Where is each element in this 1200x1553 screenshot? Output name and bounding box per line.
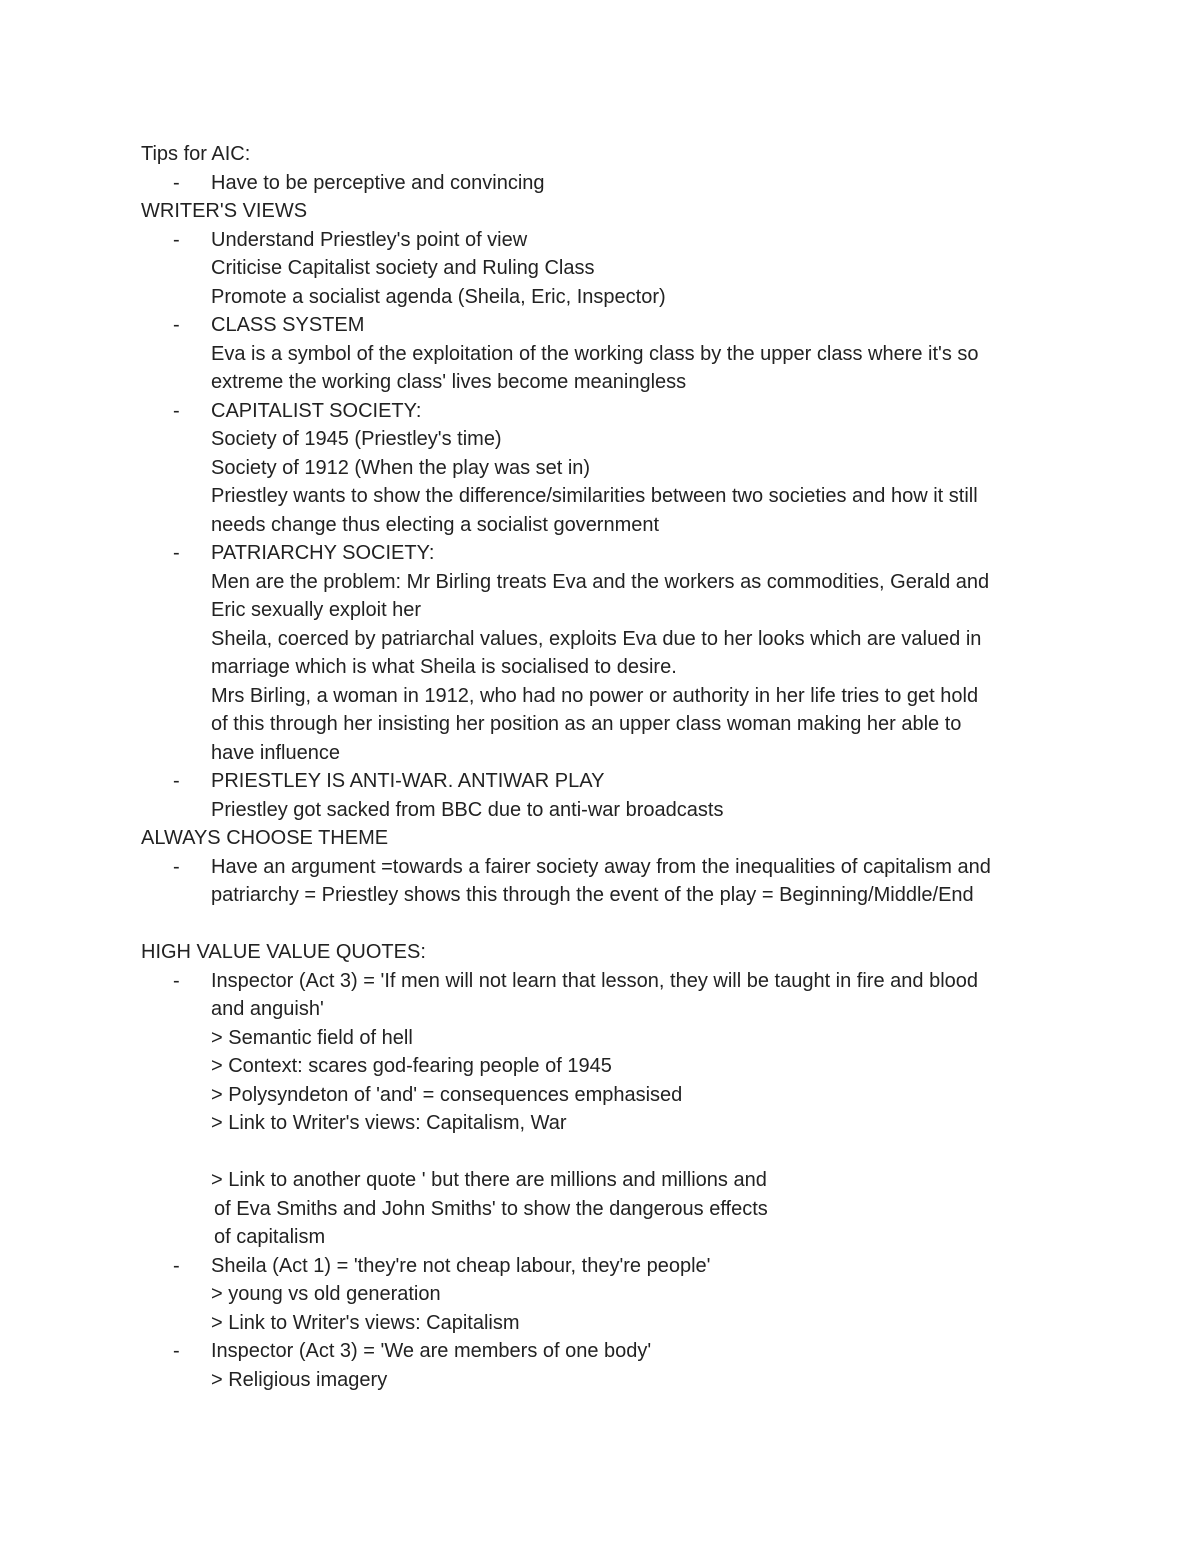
- tips-item-text: Have to be perceptive and convincing: [211, 171, 545, 194]
- wv4-item: [141, 539, 1071, 568]
- quote1-link-note: of capitalism: [214, 1226, 326, 1248]
- bullet-dash: -: [173, 399, 180, 422]
- quote1-text: Inspector (Act 3) = 'If men will not learn that lesson, they will be taught in fire and blood: [211, 969, 979, 992]
- wv5-title: PRIESTLEY IS ANTI-WAR. ANTIWAR PLAY: [211, 770, 605, 792]
- theme-heading: ALWAYS CHOOSE THEME: [141, 827, 389, 849]
- wv3-line: needs change thus electing a socialist government: [211, 513, 660, 536]
- bullet-dash: -: [173, 1254, 180, 1277]
- wv5-line: Priestley got sacked from BBC due to anti-war broadcasts: [211, 798, 724, 821]
- wv4-line: Mrs Birling, a woman in 1912, who had no power or authority in her life tries to get hold: [211, 684, 979, 707]
- quote1-item: [141, 967, 1071, 996]
- wv4-line: have influence: [211, 741, 340, 764]
- wv4-line: Sheila, coerced by patriarchal values, exploits Eva due to her looks which are valued in: [211, 627, 982, 650]
- quote1-line: and anguish': [211, 998, 324, 1020]
- quote1-link-note: of Eva Smiths and John Smiths' to show the dangerous effects: [214, 1197, 768, 1220]
- bullet-dash: -: [173, 969, 180, 992]
- quote2-item: [141, 1252, 1071, 1281]
- wv4-line: Eric sexually exploit her: [211, 599, 422, 621]
- quote2-text: Sheila (Act 1) = 'they're not cheap labour, they're people': [211, 1254, 711, 1277]
- blank-line: [141, 910, 1071, 939]
- wv3-line: Society of 1912 (When the play was set in): [211, 456, 591, 479]
- wv4-title: PATRIARCHY SOCIETY:: [211, 542, 435, 564]
- wv2-title: CLASS SYSTEM: [211, 314, 365, 336]
- bullet-dash: -: [173, 770, 180, 792]
- wv4-line: of this through her insisting her position as an upper class woman making her able to: [211, 713, 962, 735]
- blank-line: [141, 1138, 1071, 1167]
- quote1-note: > Semantic field of hell: [211, 1026, 413, 1049]
- bullet-dash: -: [173, 314, 180, 336]
- quote3-item: [141, 1337, 1071, 1366]
- wv1-title: Understand Priestley's point of view: [211, 228, 528, 251]
- bullet-dash: -: [173, 855, 180, 878]
- tips-item: [141, 169, 1071, 198]
- wv5-item: [141, 767, 1071, 796]
- theme-item-line: patriarchy = Priestley shows this through the event of the play = Beginning/Middle/End: [211, 884, 974, 906]
- tips-heading: Tips for AIC:: [141, 143, 251, 165]
- wv3-line: Society of 1945 (Priestley's time): [211, 428, 502, 450]
- wv1-line: Promote a socialist agenda (Sheila, Eric, Inspector): [211, 285, 666, 308]
- bullet-dash: -: [173, 228, 180, 251]
- quote3-note: > Religious imagery: [211, 1368, 388, 1391]
- theme-item-text: Have an argument =towards a fairer society away from the inequalities of capitalism and: [211, 855, 991, 878]
- wv2-item: [141, 311, 1071, 340]
- quote1-note: > Polysyndeton of 'and' = consequences emphasised: [211, 1083, 683, 1106]
- theme-item: [141, 853, 1071, 882]
- quote3-text: Inspector (Act 3) = 'We are members of one body': [211, 1340, 652, 1362]
- wv1-line: Criticise Capitalist society and Ruling Class: [211, 257, 595, 279]
- wv3-title: CAPITALIST SOCIETY:: [211, 399, 422, 422]
- quote2-note: > Link to Writer's views: Capitalism: [211, 1311, 520, 1334]
- bullet-dash: -: [173, 1340, 180, 1362]
- bullet-dash: -: [173, 542, 180, 564]
- wv2-line: Eva is a symbol of the exploitation of the working class by the upper class where it's so: [211, 342, 979, 365]
- quote1-link-note: > Link to another quote ' but there are millions and millions and: [211, 1169, 767, 1191]
- wv3-line: Priestley wants to show the difference/similarities between two societies and how it still: [211, 485, 978, 507]
- wv4-line: Men are the problem: Mr Birling treats Eva and the workers as commodities, Gerald and: [211, 570, 990, 593]
- writers-views-heading: WRITER'S VIEWS: [141, 200, 308, 222]
- quotes-heading: HIGH VALUE VALUE QUOTES:: [141, 941, 426, 963]
- wv1-item: [141, 226, 1071, 255]
- wv2-line: extreme the working class' lives become meaningless: [211, 371, 687, 393]
- document-body: [141, 140, 1071, 1394]
- wv3-item: [141, 397, 1071, 426]
- quote1-note: > Link to Writer's views: Capitalism, War: [211, 1112, 567, 1134]
- bullet-dash: -: [173, 171, 180, 194]
- wv4-line: marriage which is what Sheila is socialised to desire.: [211, 656, 677, 678]
- quote2-note: > young vs old generation: [211, 1283, 441, 1305]
- quote1-note: > Context: scares god-fearing people of 1945: [211, 1055, 612, 1077]
